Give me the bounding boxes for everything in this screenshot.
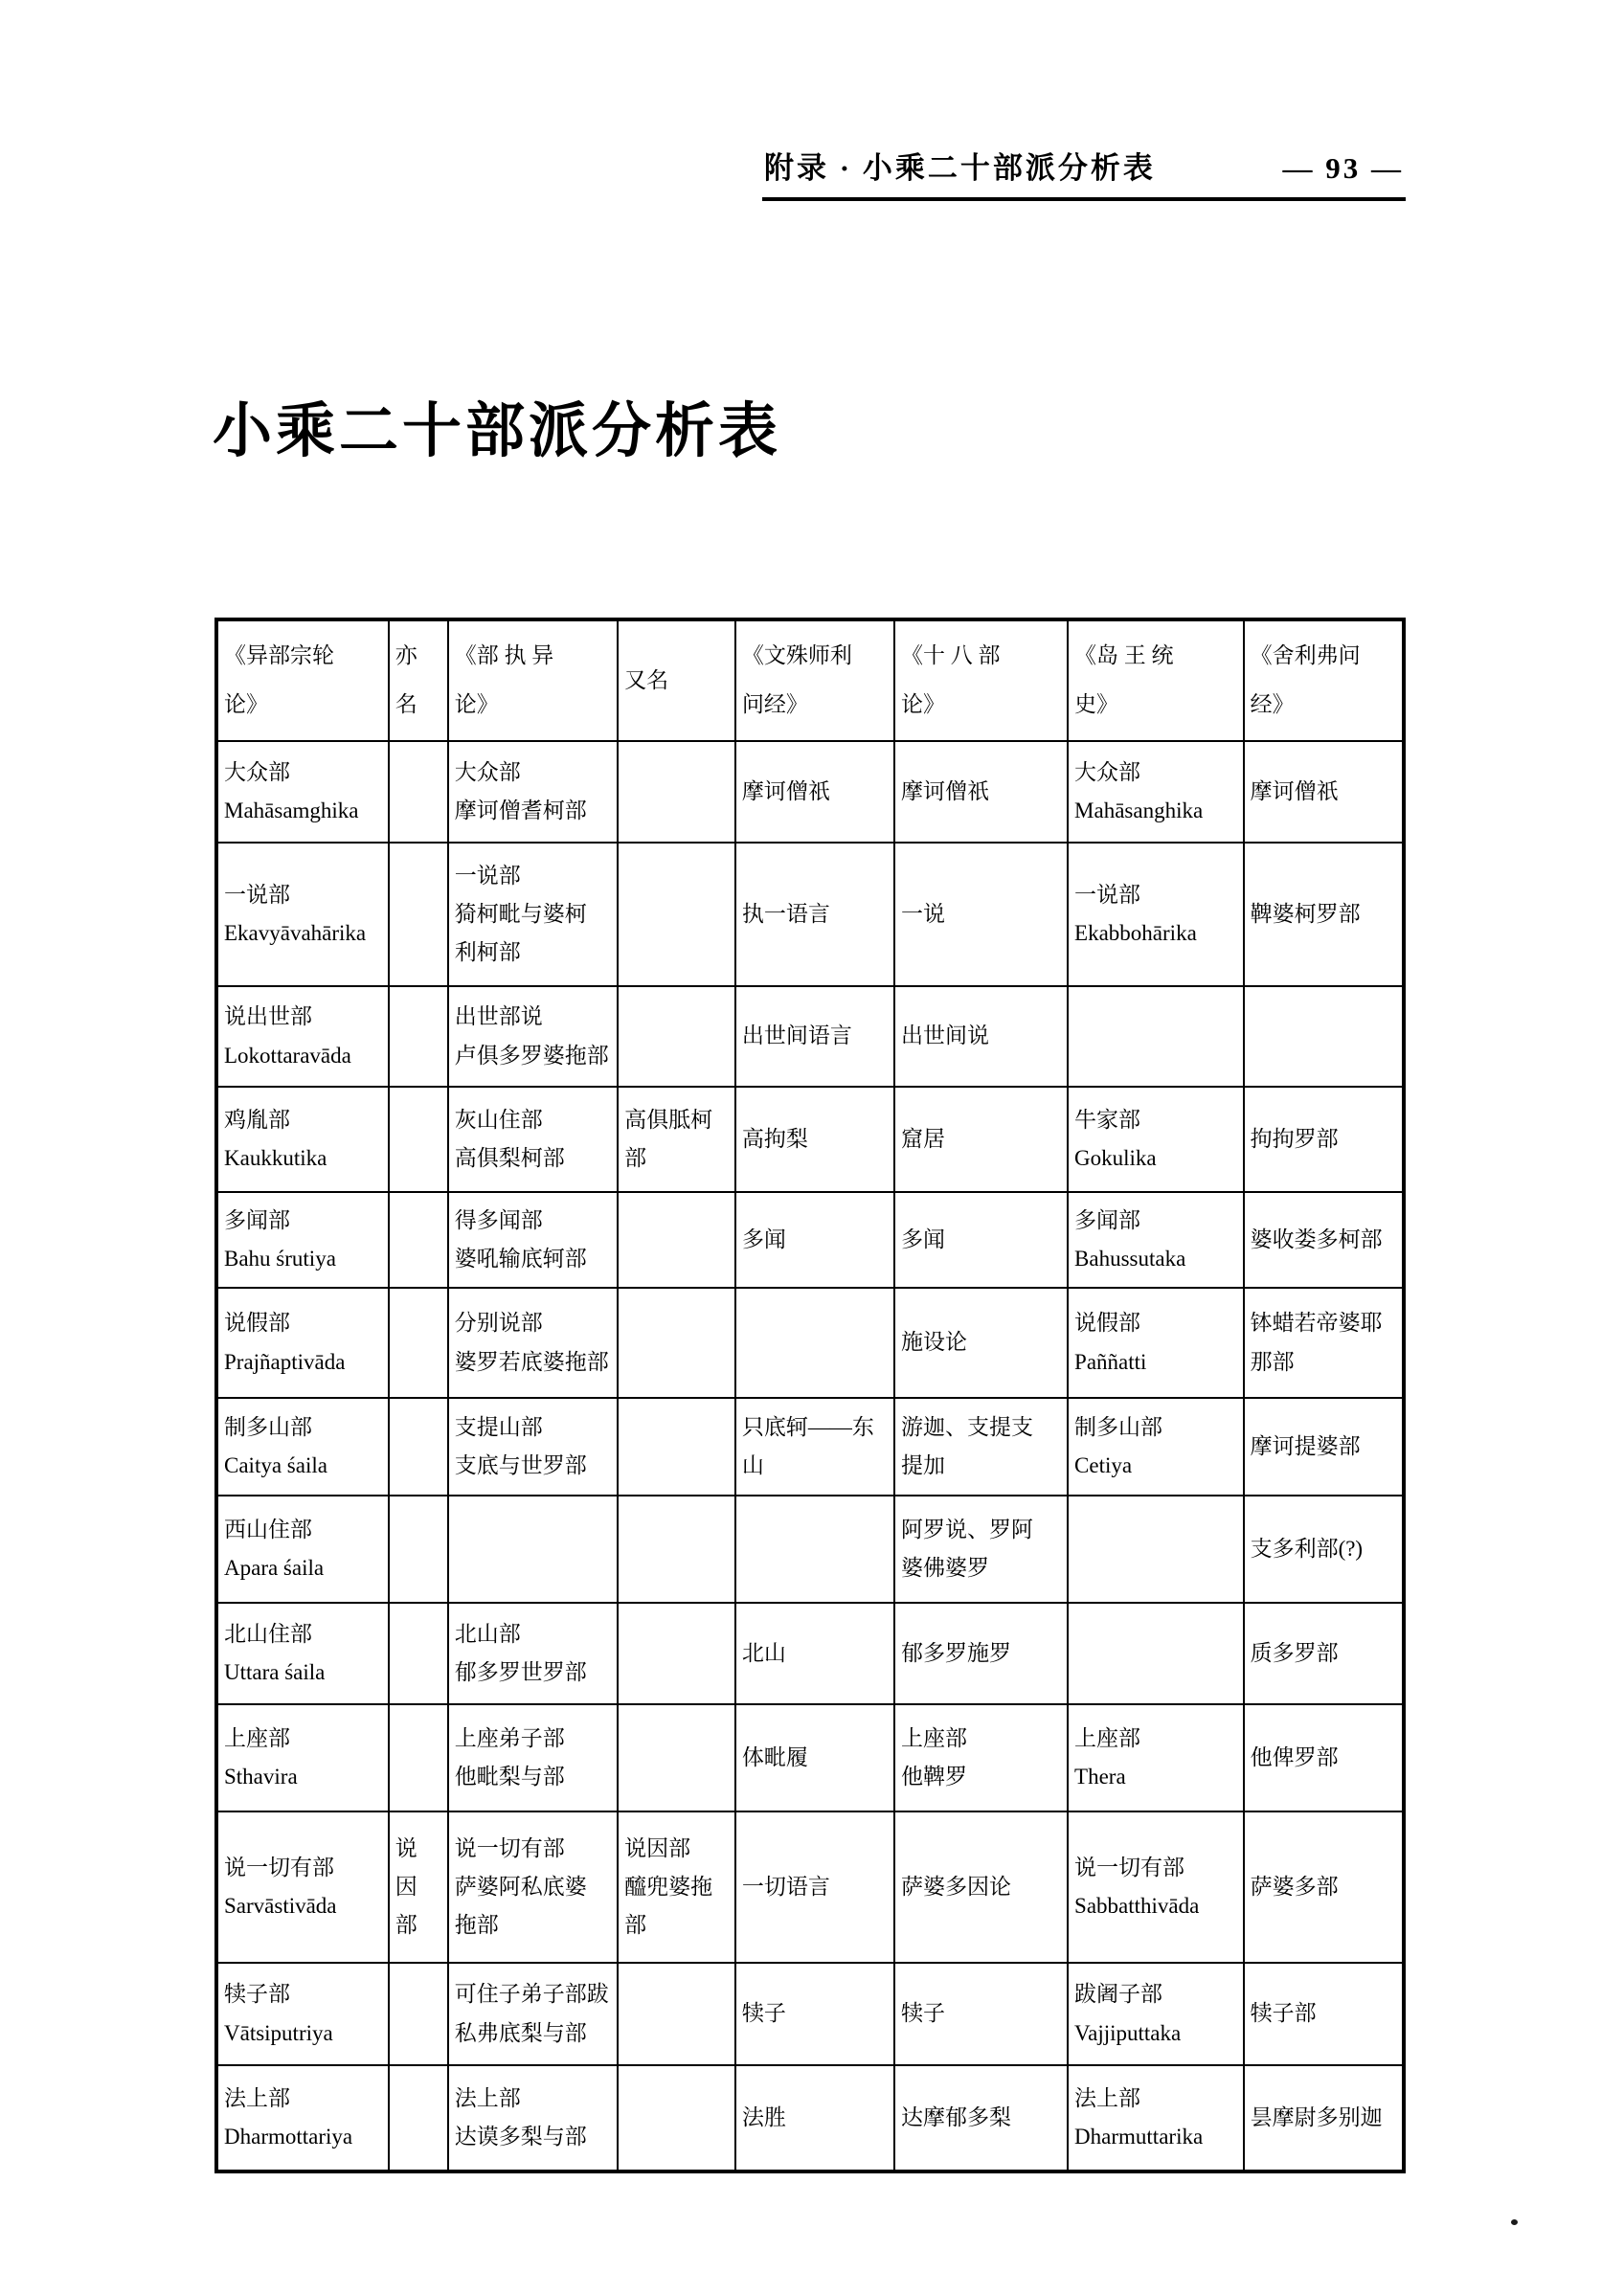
cell-line: 牛家部 <box>1074 1107 1141 1132</box>
table-cell <box>1244 1704 1404 1811</box>
cell-line: 一说部 <box>454 863 521 888</box>
header-cell <box>735 619 894 741</box>
table-cell <box>389 1704 448 1811</box>
cell-line: 萨婆多部 <box>1250 1874 1339 1899</box>
cell-line: Mahāsanghika <box>1074 799 1204 822</box>
table-cell <box>216 2065 389 2171</box>
cell-line: 上座弟子部 <box>454 1725 565 1750</box>
cell-line: 支多利部(?) <box>1250 1536 1364 1561</box>
cell-line: Sarvāstivāda <box>224 1894 337 1918</box>
cell-line: 体毗履 <box>741 1744 808 1769</box>
cell-line: Ekavyāvahārika <box>224 921 367 945</box>
cell-line: 支底与世罗部 <box>454 1453 587 1477</box>
table-cell <box>1244 1398 1404 1496</box>
table-body <box>216 741 1404 2171</box>
table-cell <box>1244 1496 1404 1603</box>
table-cell <box>735 1087 894 1192</box>
cell-line: Lokottaravāda <box>224 1043 351 1068</box>
cell-line: 北山部 <box>454 1621 521 1646</box>
cell-line: 上座部 <box>224 1725 290 1750</box>
cell-line: 论》 <box>454 692 499 716</box>
table-cell <box>389 1192 448 1288</box>
table-cell <box>894 2065 1068 2171</box>
table-cell <box>1068 1496 1244 1603</box>
cell-line: 说一切有部 <box>1074 1855 1185 1879</box>
cell-line: 法上部 <box>1074 2085 1141 2110</box>
cell-line: Cetiya <box>1074 1453 1133 1477</box>
cell-line: 婆佛婆罗 <box>901 1556 990 1580</box>
cell-line: 制多山部 <box>1074 1414 1163 1439</box>
table-cell <box>216 1603 389 1704</box>
cell-line: 摩诃僧耆柯部 <box>454 799 587 822</box>
table-cell <box>618 1398 735 1496</box>
table-header-row <box>216 619 1404 741</box>
table-cell <box>216 1087 389 1192</box>
table-cell <box>448 843 618 986</box>
cell-line: 一说 <box>901 901 946 926</box>
cell-line: 西山住部 <box>224 1517 312 1541</box>
table-cell <box>1244 843 1404 986</box>
table-cell <box>894 1704 1068 1811</box>
table-cell <box>1068 1603 1244 1704</box>
cell-line: Vajjiputtaka <box>1074 2020 1182 2045</box>
cell-line: Dharmuttarika <box>1074 2125 1204 2149</box>
table-row <box>216 986 1404 1087</box>
table-cell <box>735 1192 894 1288</box>
cell-line: 又名 <box>624 667 669 692</box>
cell-line: 高俱梨柯部 <box>454 1146 565 1170</box>
table-cell <box>735 1963 894 2065</box>
table-cell <box>389 741 448 843</box>
table-row <box>216 1496 1404 1603</box>
header-cell <box>1244 619 1404 741</box>
cell-line: 说一切有部 <box>454 1835 565 1860</box>
table-cell <box>216 1704 389 1811</box>
table-cell <box>389 2065 448 2171</box>
cell-line: 《舍利弗问 <box>1250 643 1361 668</box>
cell-line: 郁多罗世罗部 <box>454 1660 587 1684</box>
cell-line: Bahu śrutiya <box>224 1247 336 1271</box>
table-row <box>216 2065 1404 2171</box>
cell-line: 婆罗若底婆拖部 <box>454 1349 609 1374</box>
table-cell <box>448 1496 618 1603</box>
table-row <box>216 1811 1404 1963</box>
cell-line: Paññatti <box>1074 1349 1147 1374</box>
ink-speck <box>1511 2219 1518 2225</box>
cell-line: 游迦、支提支 <box>901 1414 1034 1439</box>
table-row <box>216 1288 1404 1398</box>
table-cell <box>216 843 389 986</box>
cell-line: 名 <box>395 692 417 716</box>
table-row <box>216 1963 1404 2065</box>
table-cell <box>618 1087 735 1192</box>
cell-line: 大众部 <box>454 759 521 784</box>
cell-line: 说一切有部 <box>224 1855 334 1879</box>
cell-line: 鞞婆柯罗部 <box>1250 901 1361 926</box>
table-cell <box>1068 741 1244 843</box>
table-cell <box>1068 843 1244 986</box>
cell-line: 施设论 <box>901 1330 968 1355</box>
cell-line: 婆收娄多柯部 <box>1250 1226 1383 1251</box>
table-cell <box>216 741 389 843</box>
running-head-text: 附录 · 小乘二十部派分析表 <box>764 151 1156 185</box>
running-head <box>764 144 1404 187</box>
table-row <box>216 1704 1404 1811</box>
cell-line: 灰山住部 <box>454 1107 543 1132</box>
table-cell <box>1244 1811 1404 1963</box>
table-cell <box>618 2065 735 2171</box>
table-cell <box>894 741 1068 843</box>
table-cell <box>894 1398 1068 1496</box>
cell-line: Uttara śaila <box>224 1660 326 1684</box>
cell-line: 萨婆阿私底婆 <box>454 1874 587 1899</box>
cell-line: 《岛 王 统 <box>1074 643 1174 668</box>
table-cell <box>735 1704 894 1811</box>
cell-line: 钵蜡若帝婆耶 <box>1250 1311 1383 1336</box>
cell-line: 执一语言 <box>741 901 830 926</box>
header-cell <box>894 619 1068 741</box>
table-cell <box>1068 1398 1244 1496</box>
table-cell <box>1068 1192 1244 1288</box>
cell-line: 窟居 <box>901 1126 946 1151</box>
table-row <box>216 1192 1404 1288</box>
table-cell <box>618 1192 735 1288</box>
table-cell <box>1244 741 1404 843</box>
cell-line: 说出世部 <box>224 1004 312 1029</box>
cell-line: 多闻部 <box>1074 1207 1141 1232</box>
header-cell <box>448 619 618 741</box>
table-cell <box>216 1288 389 1398</box>
table-cell <box>389 986 448 1087</box>
table-cell <box>618 1496 735 1603</box>
cell-line: 亦 <box>395 643 417 668</box>
cell-line: 婆吼输底轲部 <box>454 1247 587 1271</box>
cell-line: 分别说部 <box>454 1311 543 1336</box>
cell-line: 北山住部 <box>224 1621 312 1646</box>
cell-line: Vātsiputriya <box>224 2020 333 2045</box>
table-cell <box>389 1087 448 1192</box>
cell-line: Ekabbohārika <box>1074 921 1197 945</box>
cell-line: 《十 八 部 <box>901 643 1001 668</box>
cell-line: 提加 <box>901 1453 946 1477</box>
cell-line: Caitya śaila <box>224 1453 327 1477</box>
table-cell <box>448 1963 618 2065</box>
table-cell <box>1244 1192 1404 1288</box>
table-cell <box>448 1811 618 1963</box>
cell-line: 上座部 <box>1074 1725 1141 1750</box>
cell-line: Apara śaila <box>224 1556 325 1580</box>
cell-line: Prajñaptivāda <box>224 1349 346 1374</box>
table-cell <box>448 2065 618 2171</box>
cell-line: 大众部 <box>224 759 290 784</box>
schools-table <box>214 618 1406 2173</box>
table-cell <box>1068 1963 1244 2065</box>
header-cell <box>618 619 735 741</box>
cell-line: 跋阇子部 <box>1074 1982 1163 2007</box>
cell-line: 达谟多梨与部 <box>454 2125 587 2149</box>
cell-line: 拘拘罗部 <box>1250 1126 1339 1151</box>
cell-line: 他俾罗部 <box>1250 1744 1339 1769</box>
table-cell <box>389 1496 448 1603</box>
cell-line: 说 <box>395 1835 417 1860</box>
cell-line: 他毗梨与部 <box>454 1765 565 1789</box>
cell-line: Kaukkutika <box>224 1146 327 1170</box>
cell-line: 达摩郁多梨 <box>901 2104 1012 2129</box>
table-cell <box>894 986 1068 1087</box>
table-cell <box>618 843 735 986</box>
table-cell <box>735 986 894 1087</box>
table-cell <box>618 1603 735 1704</box>
table-cell <box>735 1603 894 1704</box>
table-cell <box>389 1288 448 1398</box>
page-number: — 93 — <box>1282 151 1404 185</box>
table-cell <box>735 1288 894 1398</box>
cell-line: 经》 <box>1250 692 1295 716</box>
table-cell <box>216 1811 389 1963</box>
table-cell <box>1244 1963 1404 2065</box>
table-cell <box>735 843 894 986</box>
cell-line: 他鞞罗 <box>901 1765 968 1789</box>
cell-line: 利柯部 <box>454 940 521 965</box>
table-cell <box>1244 986 1404 1087</box>
table-cell <box>216 986 389 1087</box>
cell-line: 猗柯毗与婆柯 <box>454 901 587 926</box>
table-cell <box>1244 1288 1404 1398</box>
cell-line: 萨婆多因论 <box>901 1874 1012 1899</box>
cell-line: 法上部 <box>224 2085 290 2110</box>
cell-line: 法胜 <box>741 2104 786 2129</box>
cell-line: 大众部 <box>1074 759 1141 784</box>
cell-line: 拖部 <box>454 1913 499 1938</box>
running-head-rule <box>762 197 1406 201</box>
cell-line: 只底轲——东 <box>741 1414 874 1439</box>
cell-line: Bahussutaka <box>1074 1247 1186 1271</box>
table-cell <box>389 1811 448 1963</box>
cell-line: Sthavira <box>224 1765 298 1789</box>
cell-line: 上座部 <box>901 1725 968 1750</box>
cell-line: Thera <box>1074 1765 1126 1789</box>
table-cell <box>1244 2065 1404 2171</box>
cell-line: 摩诃僧祇 <box>741 778 830 803</box>
cell-line: 得多闻部 <box>454 1207 543 1232</box>
cell-line: 鸡胤部 <box>224 1107 290 1132</box>
cell-line: 北山 <box>741 1640 786 1665</box>
table-cell <box>448 1704 618 1811</box>
table-cell <box>1068 1087 1244 1192</box>
table-row <box>216 843 1404 986</box>
table-cell <box>448 986 618 1087</box>
table-cell <box>894 1496 1068 1603</box>
header-cell <box>1068 619 1244 741</box>
table-cell <box>448 1288 618 1398</box>
cell-line: 醯兜婆拖 <box>624 1874 713 1899</box>
table-cell <box>448 741 618 843</box>
table-cell <box>448 1603 618 1704</box>
cell-line: 昙摩尉多别迦 <box>1250 2104 1383 2129</box>
table-cell <box>389 1398 448 1496</box>
cell-line: 《文殊师利 <box>741 643 852 668</box>
table-cell <box>894 1811 1068 1963</box>
cell-line: 山 <box>741 1453 764 1477</box>
cell-line: 部 <box>395 1913 417 1938</box>
cell-line: 高拘梨 <box>741 1126 808 1151</box>
cell-line: 说假部 <box>1074 1311 1141 1336</box>
cell-line: 出世部说 <box>454 1004 543 1029</box>
table-cell <box>216 1192 389 1288</box>
table-cell <box>1244 1603 1404 1704</box>
table-cell <box>448 1192 618 1288</box>
cell-line: 摩诃提婆部 <box>1250 1433 1361 1458</box>
table-cell <box>735 1398 894 1496</box>
cell-line: 因 <box>395 1874 417 1899</box>
table-cell <box>389 1603 448 1704</box>
cell-line: 多闻部 <box>224 1207 290 1232</box>
table-cell <box>1068 1811 1244 1963</box>
table-cell <box>894 843 1068 986</box>
cell-line: 部 <box>624 1146 647 1170</box>
cell-line: 一说部 <box>224 882 290 907</box>
cell-line: 犊子部 <box>224 1982 290 2007</box>
cell-line: Gokulika <box>1074 1146 1157 1170</box>
table-head <box>216 619 1404 741</box>
table-cell <box>618 1811 735 1963</box>
cell-line: Dharmottariya <box>224 2125 353 2149</box>
table-cell <box>448 1398 618 1496</box>
table-cell <box>894 1087 1068 1192</box>
cell-line: 私弗底梨与部 <box>454 2020 587 2045</box>
table-row <box>216 1603 1404 1704</box>
table-cell <box>1068 1704 1244 1811</box>
cell-line: 法上部 <box>454 2085 521 2110</box>
cell-line: 《异部宗轮 <box>224 643 334 668</box>
cell-line: 犊子部 <box>1250 2001 1317 2026</box>
cell-line: 制多山部 <box>224 1414 312 1439</box>
table-cell <box>618 741 735 843</box>
header-cell <box>389 619 448 741</box>
cell-line: 质多罗部 <box>1250 1640 1339 1665</box>
cell-line: 犊子 <box>741 2001 786 2026</box>
cell-line: 出世间说 <box>901 1024 990 1048</box>
table-cell <box>448 1087 618 1192</box>
table-cell <box>1068 986 1244 1087</box>
table-cell <box>618 1288 735 1398</box>
table-cell <box>216 1963 389 2065</box>
cell-line: 问经》 <box>741 692 808 716</box>
header-cell <box>216 619 389 741</box>
table-cell <box>1068 2065 1244 2171</box>
table-cell <box>1244 1087 1404 1192</box>
table-cell <box>216 1496 389 1603</box>
table-cell <box>389 843 448 986</box>
cell-line: Sabbatthivāda <box>1074 1894 1200 1918</box>
table-row <box>216 1087 1404 1192</box>
page-title: 小乘二十部派分析表 <box>213 399 782 464</box>
cell-line: 支提山部 <box>454 1414 543 1439</box>
cell-line: 多闻 <box>901 1226 946 1251</box>
table-cell <box>735 741 894 843</box>
cell-line: 卢俱多罗婆拖部 <box>454 1043 609 1068</box>
table-cell <box>1068 1288 1244 1398</box>
table-cell <box>216 1398 389 1496</box>
cell-line: 那部 <box>1250 1349 1295 1374</box>
table-cell <box>894 1192 1068 1288</box>
cell-line: 郁多罗施罗 <box>901 1640 1012 1665</box>
cell-line: 论》 <box>901 692 946 716</box>
table-cell <box>618 1704 735 1811</box>
cell-line: Mahāsamghika <box>224 799 359 822</box>
cell-line: 可住子弟子部跋 <box>454 1982 609 2007</box>
cell-line: 一说部 <box>1074 882 1141 907</box>
cell-line: 说假部 <box>224 1311 290 1336</box>
table-cell <box>735 2065 894 2171</box>
cell-line: 史》 <box>1074 692 1119 716</box>
table-cell <box>618 986 735 1087</box>
table-cell <box>894 1603 1068 1704</box>
table-cell <box>735 1811 894 1963</box>
table-cell <box>618 1963 735 2065</box>
cell-line: 多闻 <box>741 1226 786 1251</box>
cell-line: 说因部 <box>624 1835 691 1860</box>
cell-line: 阿罗说、罗阿 <box>901 1517 1034 1541</box>
table-row <box>216 1398 1404 1496</box>
cell-line: 一切语言 <box>741 1874 830 1899</box>
cell-line: 《部 执 异 <box>454 643 554 668</box>
cell-line: 摩诃僧祇 <box>1250 778 1339 803</box>
table-cell <box>894 1288 1068 1398</box>
cell-line: 论》 <box>224 692 268 716</box>
cell-line: 出世间语言 <box>741 1024 852 1048</box>
table-cell <box>735 1496 894 1603</box>
table-cell <box>389 1963 448 2065</box>
cell-line: 高俱胝柯 <box>624 1107 713 1132</box>
table-cell <box>894 1963 1068 2065</box>
cell-line: 摩诃僧祇 <box>901 778 990 803</box>
cell-line: 犊子 <box>901 2001 946 2026</box>
table-row <box>216 741 1404 843</box>
cell-line: 部 <box>624 1913 647 1938</box>
